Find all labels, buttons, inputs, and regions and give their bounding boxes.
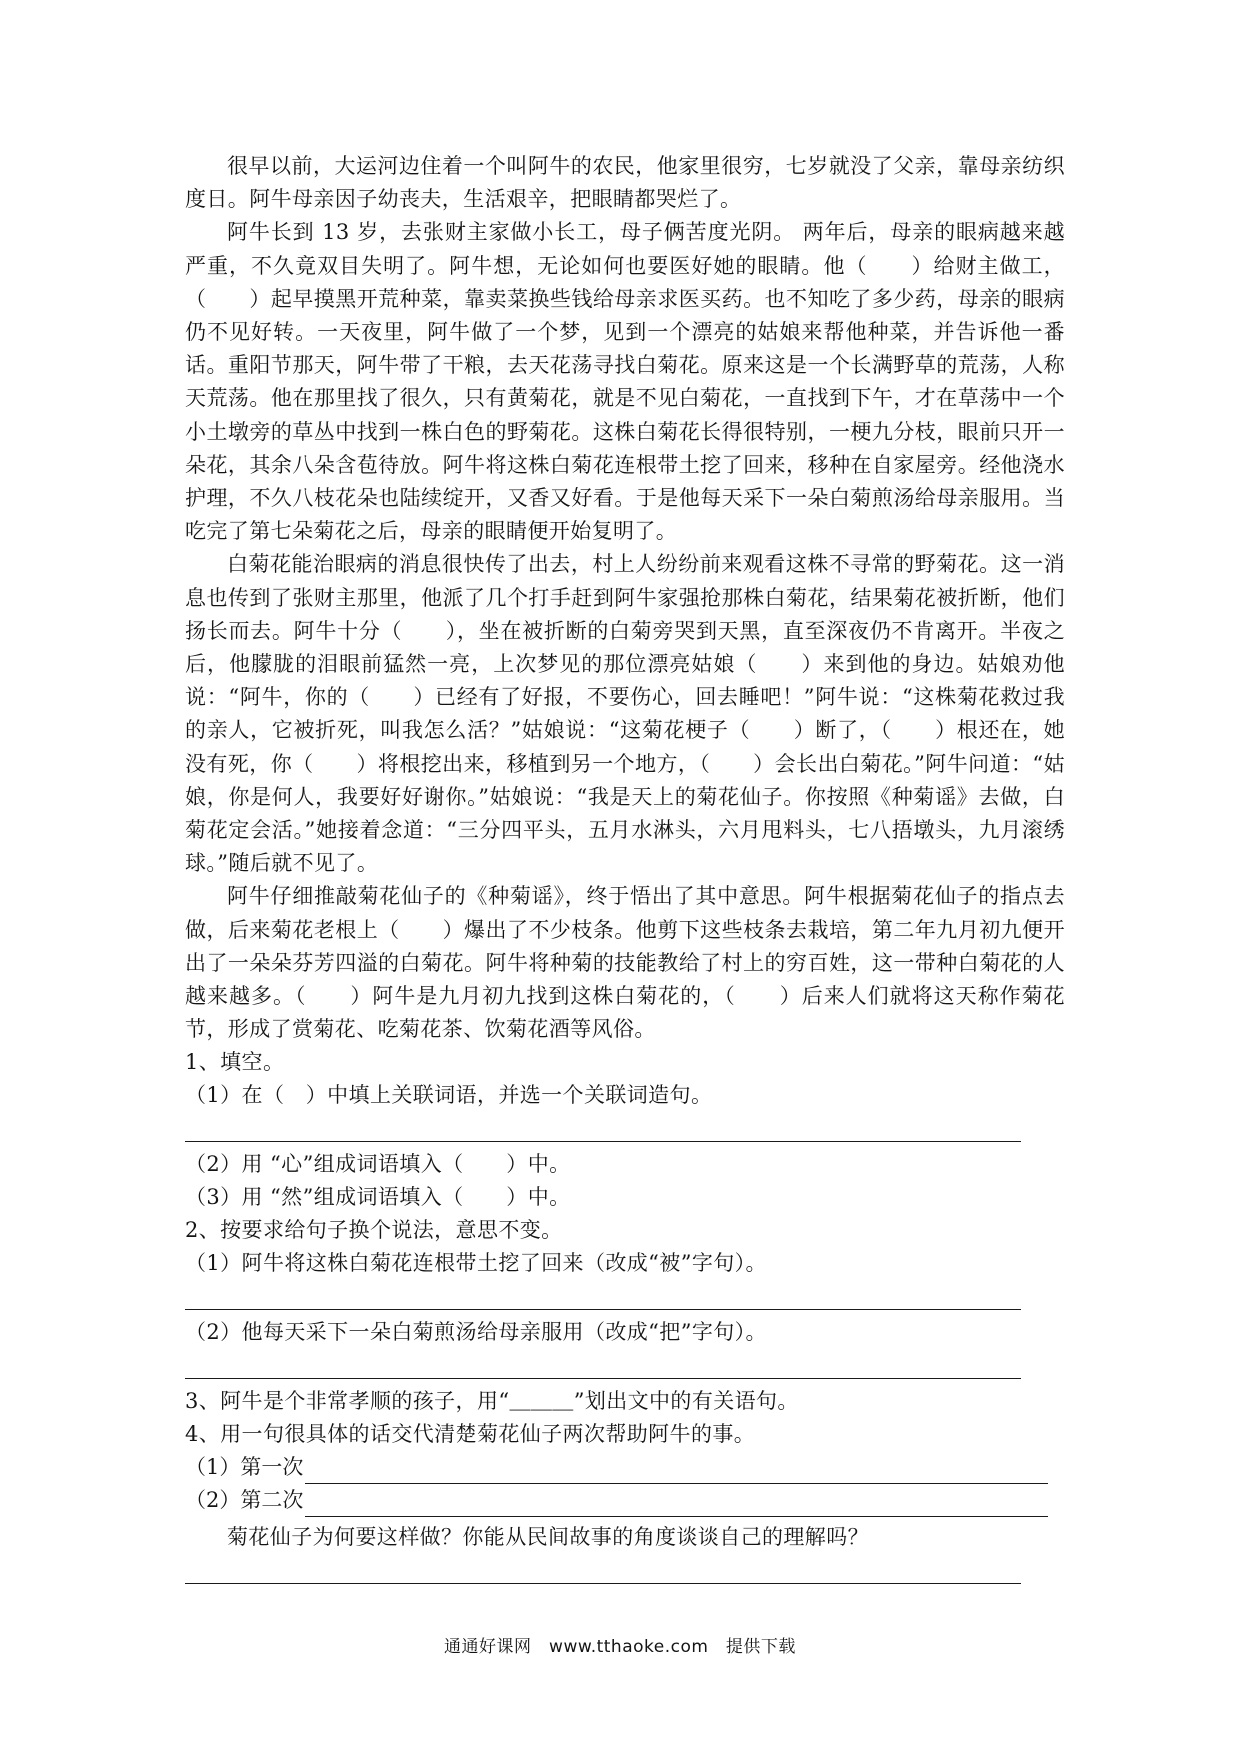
question-2-title: 2、按要求给句子换个说法，意思不变。 xyxy=(185,1218,563,1243)
answer-line-q4-3[interactable] xyxy=(185,1583,1021,1584)
question-2-2: （2）他每天采下一朵白菊煎汤给母亲服用（改成“把”字句）。 xyxy=(185,1320,767,1345)
answer-row-first xyxy=(185,1451,1065,1484)
question-1-3: （3）用 “然”组成词语填入（ ）中。 xyxy=(185,1185,571,1210)
question-4-3: 菊花仙子为何要这样做？你能从民间故事的角度谈谈自己的理解吗？ xyxy=(227,1525,869,1550)
question-1-1: （1）在（ ）中填上关联词语，并选一个关联词造句。 xyxy=(185,1083,713,1108)
question-1-title: 1、填空。 xyxy=(185,1050,285,1075)
second-time-label: （2）第二次 xyxy=(185,1488,304,1513)
story-text xyxy=(185,150,1065,1046)
footer-download-note: 通通好课网 www.tthaoke.com 提供下载 xyxy=(444,1637,796,1657)
answer-line-second[interactable] xyxy=(305,1492,1048,1517)
first-time-label: （1）第一次 xyxy=(185,1455,304,1480)
worksheet-page xyxy=(185,150,1065,1584)
story-paragraph-1: 很早以前，大运河边住着一个叫阿牛的农民，他家里很穷，七岁就没了父亲，靠母亲纺织度日。阿牛母亲因子幼丧夫，生活艰辛，把眼睛都哭烂了。 xyxy=(185,154,1065,212)
question-2-1: （1）阿牛将这株白菊花连根带土挖了回来（改成“被”字句）。 xyxy=(185,1251,767,1276)
question-4-title: 4、用一句很具体的话交代清楚菊花仙子两次帮助阿牛的事。 xyxy=(185,1422,756,1447)
question-3: 3、阿牛是个非常孝顺的孩子，用“＿＿＿”划出文中的有关语句。 xyxy=(185,1389,799,1414)
story-paragraph-4: 阿牛仔细推敲菊花仙子的《种菊谣》，终于悟出了其中意思。阿牛根据菊花仙子的指点去做，后来菊花老根上（ ）爆出了不少枝条。他剪下这些枝条去栽培，第二年九月初九便开出了一朵朵芬芳四溢的白菊花。阿牛将种菊的技能教给了村上的穷百姓，这一带种白菊花的人越来越多。（ ）阿牛是九月初九找到这株白菊花的，（ ）后来人们就将这天称作菊花节，形成了赏菊花、吃菊花茶、饮菊花酒等风俗。 xyxy=(185,884,1065,1042)
story-paragraph-2: 阿牛长到 13 岁，去张财主家做小长工，母子俩苦度光阴。 两年后，母亲的眼病越来越严重，不久竟双目失明了。阿牛想，无论如何也要医好她的眼睛。他（ ）给财主做工，（ ）起早摸黑开荒种菜，靠卖菜换些钱给母亲求医买药。也不知吃了多少药，母亲的眼病仍不见好转。一天夜里，阿牛做了一个梦，见到一个漂亮的姑娘来帮他种菜，并告诉他一番话。重阳节那天，阿牛带了干粮，去天花荡寻找白菊花。原来这是一个长满野草的荒荡，人称天荒荡。他在那里找了很久，只有黄菊花，就是不见白菊花，一直找到下午，才在草荡中一个小土墩旁的草丛中找到一株白色的野菊花。这株白菊花长得很特别，一梗九分枝，眼前只开一朵花，其余八朵含苞待放。阿牛将这株白菊花连根带土挖了回来，移种在自家屋旁。经他浇水护理，不久八枝花朵也陆续绽开，又香又好看。于是他每天采下一朵白菊煎汤给母亲服用。当吃完了第七朵菊花之后，母亲的眼睛便开始复明了。 xyxy=(185,220,1065,544)
questions-section xyxy=(185,1046,1065,1583)
question-1-2: （2）用 “心”组成词语填入（ ）中。 xyxy=(185,1152,571,1177)
answer-row-second xyxy=(185,1484,1065,1517)
answer-line-first[interactable] xyxy=(305,1459,1048,1484)
story-paragraph-3: 白菊花能治眼病的消息很快传了出去，村上人纷纷前来观看这株不寻常的野菊花。这一消息也传到了张财主那里，他派了几个打手赶到阿牛家强抢那株白菊花，结果菊花被折断，他们扬长而去。阿牛十分（ ），坐在被折断的白菊旁哭到天黑，直至深夜仍不肯离开。半夜之后，他朦胧的泪眼前猛然一亮，上次梦见的那位漂亮姑娘（ ）来到他的身边。姑娘劝他说：“阿牛，你的（ ）已经有了好报，不要伤心，回去睡吧！”阿牛说：“这株菊花救过我的亲人，它被折死，叫我怎么活？”姑娘说：“这菊花梗子（ ）断了，（ ）根还在，她没有死，你（ ）将根挖出来，移植到另一个地方，（ ）会长出白菊花。”阿牛问道：“姑娘，你是何人，我要好好谢你。”姑娘说：“我是天上的菊花仙子。你按照《种菊谣》去做，白菊花定会活。”她接着念道：“三分四平头，五月水淋头，六月甩料头，七八捂墩头，九月滚绣球。”随后就不见了。 xyxy=(185,552,1065,876)
